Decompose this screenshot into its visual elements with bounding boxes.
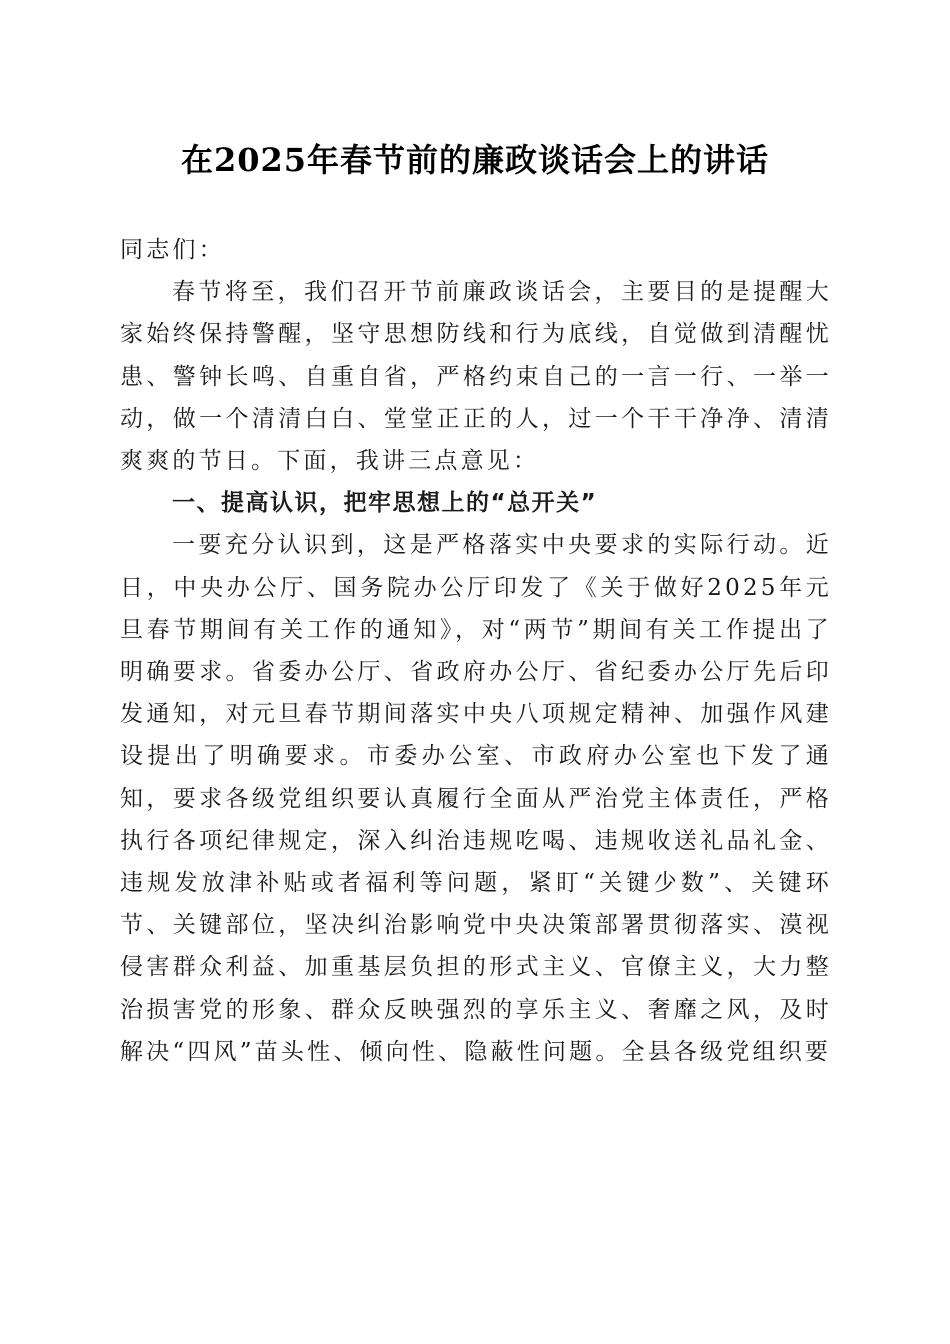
document-body bbox=[120, 229, 832, 1073]
intro-paragraph: 春节将至，我们召开节前廉政谈话会，主要目的是提醒大家始终保持警醒，坚守思想防线和行为底线，自觉做到清醒忧患、警钟长鸣、自重自省，严格约束自己的一言一行、一举一动，做一个清清白白、堂堂正正的人，过一个干干净净、清清爽爽的节日。下面，我讲三点意见： bbox=[120, 279, 832, 475]
section-heading-1: 一、提高认识，把牢思想上的“总开关” bbox=[172, 490, 598, 517]
page-title: 在2025年春节前的廉政谈话会上的讲话 bbox=[180, 141, 770, 179]
section-1-paragraph: 一要充分认识到，这是严格落实中央要求的实际行动。近日，中央办公厅、国务院办公厅印发了《关于做好2025年元旦春节期间有关工作的通知》，对“两节”期间有关工作提出了明确要求。省委办公厅、省政府办公厅、省纪委办公厅先后印发通知，对元旦春节期间落实中央八项规定精神、加强作风建设提出了明确要求。市委办公室、市政府办公室也下发了通知，要求各级党组织要认真履行全面从严治党主体责任，严格执行各项纪律规定，深入纠治违规吃喝、违规收送礼品礼金、违规发放津补贴或者福利等问题，紧盯“关键少数”、关键环节、关键部位，坚决纠治影响党中央决策部署贯彻落实、漠视侵害群众利益、加重基层负担的形式主义、官僚主义，大力整治损害党的形象、群众反映强烈的享乐主义、奢靡之风，及时解决“四风”苗头性、倾向性、隐蔽性问题。全县各级党组织要 bbox=[120, 532, 832, 1065]
salutation: 同志们： bbox=[120, 237, 225, 263]
